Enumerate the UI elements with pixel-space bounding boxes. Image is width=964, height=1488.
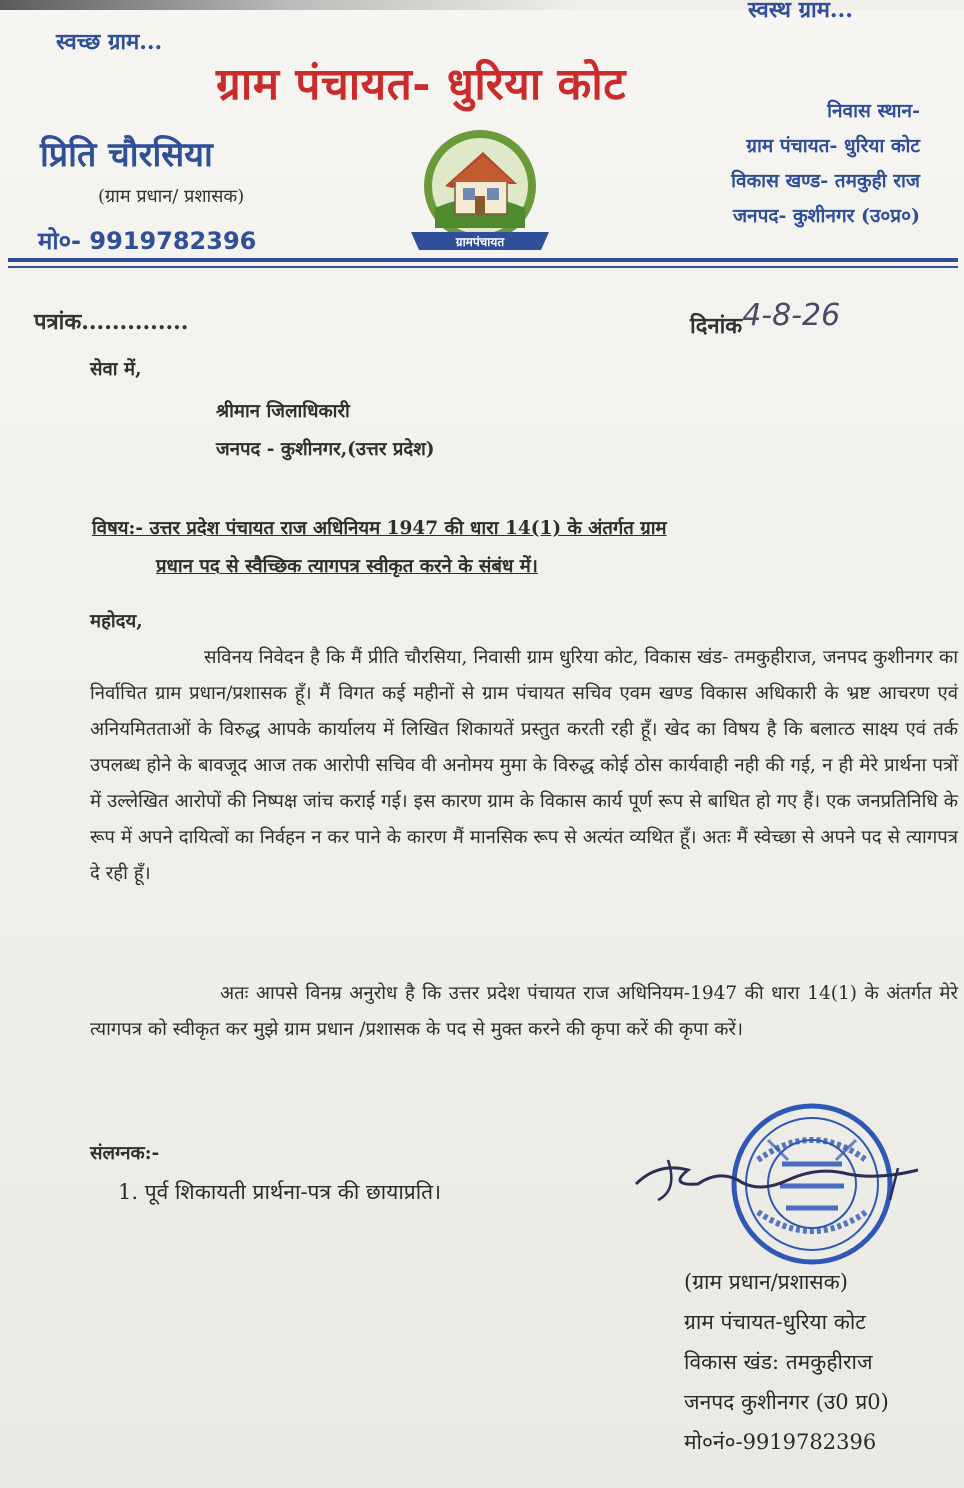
enclosure-item-1: 1. पूर्व शिकायती प्रार्थना-पत्र की छायाप्रति।	[118, 1180, 442, 1204]
signatory-panchayat: ग्राम पंचायत-धुरिया कोट	[684, 1310, 866, 1334]
sender-mobile: मो०- 9919782396	[38, 227, 257, 255]
header-rule	[8, 258, 958, 262]
body-paragraph-1: सविनय निवेदन है कि मैं प्रीति चौरसिया, निवासी ग्राम धुरिया कोट, विकास खंड- तमकुहीराज, जनपद कुशीनगर का निर्वाचित ग्राम प्रधान/प्रशासक हूँ। मैं विगत कई महीनों से ग्राम पंचायत सचिव एवम खण्ड विकास अधिकारी के भ्रष्ट आचरण एवं अनियमितताओं के विरुद्ध आपके कार्यालय में लिखित शिकायतें प्रस्तुत करती रही हूँ। खेद का विषय है कि बलात्ठ साक्ष्य एवं तर्क उपलब्ध होने के बावजूद आज तक आरोपी सचिव वी अनोमय मुमा के विरुद्ध कोई ठोस कार्यवाही नही की गई, न ही मेरे प्रार्थना पत्रों में उल्लेखित आरोपों की निष्पक्ष जांच कराई गई। इस कारण ग्राम के विकास कार्य पूर्ण रूप से बाधित हो गए हैं। एक जनप्रतिनिधि के रूप में अपने दायित्वों का निर्वहन न कर पाने के कारण मैं मानसिक रूप से अत्यंत व्यथित हूँ। अतः मैं स्वेच्छा से अपने पद से त्यागपत्र दे रही हूँ।	[90, 647, 958, 884]
signature-block	[684, 1262, 889, 1462]
subject-line-1: विषय:- उत्तर प्रदेश पंचायत राज अधिनियम 1947 की धारा 14(1) के अंतर्गत ग्राम	[92, 518, 667, 539]
address-line-2: विकास खण्ड- तमकुही राज	[731, 170, 920, 192]
salutation-to: सेवा में,	[90, 359, 142, 380]
letter-date	[690, 298, 841, 341]
address-heading: निवास स्थान-	[827, 100, 920, 122]
handwritten-signature	[628, 1140, 928, 1210]
slogan-right: स्वस्थ ग्राम...	[748, 0, 853, 23]
enclosure-label: संलग्नक:-	[90, 1143, 160, 1164]
date-value: 4-8-26	[742, 298, 841, 333]
reference-dots: ..............	[81, 309, 189, 335]
slogan-left: स्वच्छ ग्राम...	[56, 29, 163, 55]
reference-number	[34, 306, 188, 336]
letter-subject	[92, 510, 852, 586]
body-paragraph-2: अतः आपसे विनम्र अनुरोध है कि उत्तर प्रदेश पंचायत राज अधिनियम-1947 की धारा 14(1) के अंतर्गत मेरे त्यागपत्र को स्वीकृत कर मुझे ग्राम प्रधान /प्रशासक के पद से मुक्त करने की कृपा करें की कृपा करें।	[90, 983, 958, 1040]
address-line-3: जनपद- कुशीनगर (उ०प्र०)	[732, 205, 920, 227]
letterhead-title: ग्राम पंचायत- धुरिया कोट	[216, 59, 626, 110]
header-rule-thin	[8, 266, 958, 268]
logo-ribbon-text: ग्रामपंचायत	[455, 235, 505, 249]
signatory-designation: (ग्राम प्रधान/प्रशासक)	[684, 1270, 848, 1294]
address-line-1: ग्राम पंचायत- धुरिया कोट	[746, 135, 920, 157]
recipient-address: जनपद - कुशीनगर,(उत्तर प्रदेश)	[216, 439, 435, 460]
greeting: महोदय,	[90, 611, 143, 632]
signatory-block: विकास खंड: तमकुहीराज	[684, 1350, 873, 1374]
signatory-mobile: मो०नं०-9919782396	[684, 1430, 877, 1454]
reference-label: पत्रांक	[34, 309, 82, 335]
sender-name: प्रिति चौरसिया	[40, 135, 213, 175]
recipient-title: श्रीमान जिलाधिकारी	[216, 401, 350, 422]
date-label: दिनांक	[690, 313, 743, 339]
gram-panchayat-logo	[405, 128, 555, 258]
signatory-district: जनपद कुशीनगर (उ0 प्र0)	[684, 1390, 889, 1414]
address-block	[731, 94, 920, 234]
subject-line-2: प्रधान पद से स्वैच्छिक त्यागपत्र स्वीकृत करने के संबंध में।	[156, 556, 538, 577]
sender-designation: (ग्राम प्रधान/ प्रशासक)	[98, 186, 245, 207]
